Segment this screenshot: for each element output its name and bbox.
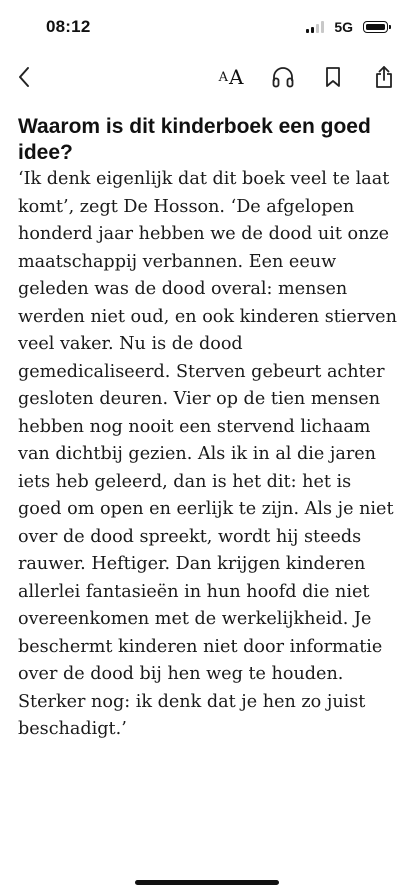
network-type: 5G — [334, 19, 353, 35]
chevron-left-icon — [17, 66, 31, 88]
font-size-button[interactable] — [214, 60, 248, 94]
home-indicator[interactable] — [135, 880, 279, 885]
listen-button[interactable] — [268, 60, 298, 94]
status-indicators — [306, 19, 388, 35]
share-icon — [374, 65, 394, 89]
font-size-small-label: A — [218, 69, 228, 85]
status-bar — [0, 0, 414, 52]
status-time: 08:12 — [46, 17, 91, 36]
signal-strength-icon — [306, 21, 324, 33]
article-body: ‘Ik denk eigenlijk dat dit boek veel te laat komt’, zegt De Hosson. ‘De afgelopen honderd jaar hebben we de dood uit onze maatschappij verbannen. Een eeuw geleden was de dood overal: mensen werden niet oud, en ook kinderen stierven veel vaker. Nu is de dood gemedicaliseerd. Sterven gebeurt achter gesloten deuren. Vier op de tien mensen hebben nog nooit een stervend lichaam van dichtbij gezien. Als ik in al die jaren iets heb geleerd, dan is het dit: het is goed om open en eerlijk te zijn. Als je niet over de dood spreekt, wordt hij steeds rauwer. Heftiger. Dan krijgen kinderen allerlei fantasieën in hun hoofd die niet overeenkomen met de werkelijkheid. Je beschermt kinderen niet door informatie over de dood bij hen weg te houden. Sterker nog: ik denk dat je hen zo juist beschadigt.’ — [18, 169, 397, 739]
article-toolbar — [0, 52, 414, 102]
article-content — [18, 114, 400, 744]
battery-icon — [363, 21, 388, 33]
headphones-icon — [271, 66, 295, 88]
bookmark-button[interactable] — [320, 60, 346, 94]
font-size-big-label: A — [228, 65, 244, 89]
share-button[interactable] — [370, 60, 398, 94]
back-button[interactable] — [10, 60, 38, 94]
article-heading: Waarom is dit kinderboek een goed idee? — [18, 115, 371, 164]
bookmark-icon — [324, 66, 342, 88]
